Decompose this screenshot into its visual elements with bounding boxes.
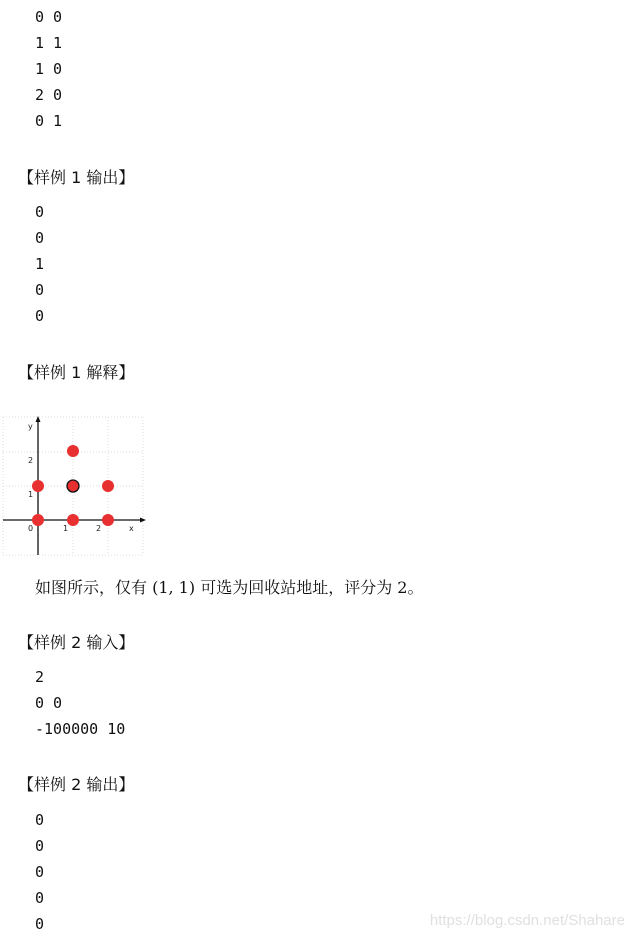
input-line: 2 xyxy=(35,668,45,686)
input-line: 2 0 xyxy=(35,86,63,104)
svg-text:1: 1 xyxy=(63,524,69,533)
output-line: 0 xyxy=(35,203,45,221)
svg-text:x: x xyxy=(129,524,134,533)
coordinate-figure xyxy=(0,412,150,562)
svg-text:1: 1 xyxy=(28,490,34,499)
output-line: 1 xyxy=(35,255,45,273)
sample1-explain-heading: 【样例 1 解释】 xyxy=(18,363,135,382)
output-line: 0 xyxy=(35,811,45,829)
svg-text:0: 0 xyxy=(28,524,34,533)
watermark: https://blog.csdn.net/Shahare xyxy=(429,912,625,929)
output-line: 0 xyxy=(35,307,45,325)
sample1-output-heading: 【样例 1 输出】 xyxy=(18,168,135,187)
input-line: 0 1 xyxy=(35,112,63,130)
input-line: 0 0 xyxy=(35,694,63,712)
output-line: 0 xyxy=(35,915,45,933)
output-line: 0 xyxy=(35,889,45,907)
sample2-input-heading: 【样例 2 输入】 xyxy=(18,633,135,652)
output-line: 0 xyxy=(35,837,45,855)
svg-text:2: 2 xyxy=(28,456,34,465)
output-line: 0 xyxy=(35,281,45,299)
y-axis-label: y xyxy=(28,422,33,431)
svg-text:2: 2 xyxy=(96,524,102,533)
input-line: 1 1 xyxy=(35,34,63,52)
highlighted-point xyxy=(67,480,79,492)
explain-text: 如图所示，仅有 (1, 1) 可选为回收站地址，评分为 2。 xyxy=(35,578,424,597)
input-line: -100000 10 xyxy=(35,720,126,738)
input-line: 1 0 xyxy=(35,60,63,78)
output-line: 0 xyxy=(35,229,45,247)
sample2-output-heading: 【样例 2 输出】 xyxy=(18,775,135,794)
input-line: 0 0 xyxy=(35,8,63,26)
output-line: 0 xyxy=(35,863,45,881)
